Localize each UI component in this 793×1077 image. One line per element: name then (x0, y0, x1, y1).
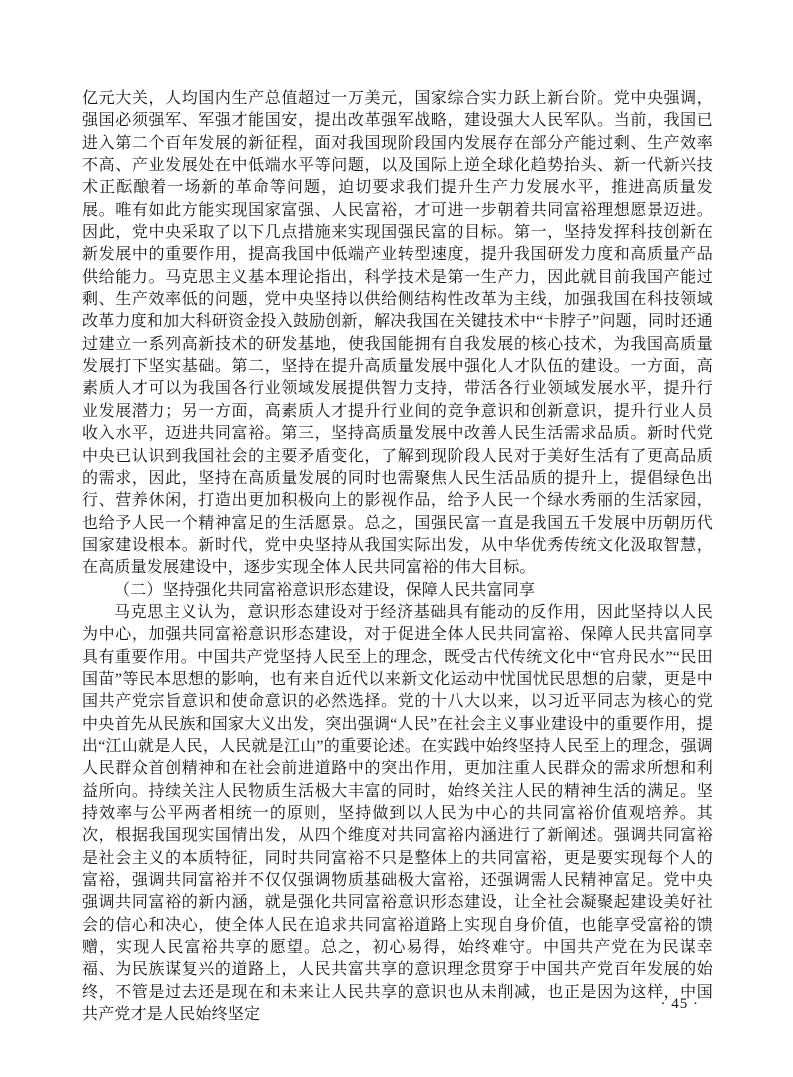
section-heading: （二）坚持强化共同富裕意识形态建设，保障人民共富同享 (114, 581, 536, 599)
paragraph-continuation: 亿元大关，人均国内生产总值超过一万美元，国家综合实力跃上新台阶。党中央强调，强国必须强军、军强才能国安，提出改革强军战略，建设强大人民军队。当前，我国已进入第二个百年发展的新征程，面对我国现阶段国内发展存在部分产能过剩、生产效率不高、产业发展处在中低端水平等问题，以及国际上逆全球化趋势抬头、新一代新兴技术正酝酿着一场新的革命等问题，迫切要求我们提升生产力发展水平，推进高质量发展。唯有如此方能实现国家富强、人民富裕，才可进一步朝着共同富裕理想愿景迈进。因此，党中央采取了以下几点措施来实现国强民富的目标。第一，坚持发挥科技创新在新发展中的重要作用，提高我国中低端产业转型速度，提升我国研发力度和高质量产品供给能力。马克思主义基本理论指出，科学技术是第一生产力，因此就目前我国产能过剩、生产效率低的问题，党中央坚持以供给侧结构性改革为主线，加强我国在科技领域改革力度和加大科研资金投入鼓励创新，解决我国在关键技术中“卡脖子”问题，同时还通过建立一系列高新技术的研发基地，使我国能拥有自我发展的核心技术，为我国高质量发展打下坚实基础。第二，坚持在提升高质量发展中强化人才队伍的建设。一方面，高素质人才可以为我国各行业领域发展提供智力支持，带活各行业领域发展水平，提升行业发展潜力；另一方面，高素质人才提升行业间的竞争意识和创新意识，提升行业人员收入水平，迈进共同富裕。第三，坚持高质量发展中改善人民生活需求品质。新时代党中央已认识到我国社会的主要矛盾变化，了解到现阶段人民对于美好生活有了更高品质的需求，因此，坚持在高质量发展的同时也需聚焦人民生活品质的提升上，提倡绿色出行、营养休闲，打造出更加积极向上的影视作品，给予人民一个绿水秀丽的生活家园，也给予人民一个精神富足的生活愿景。总之，国强民富一直是我国五千发展中历朝历代国家建设根本。新时代，党中央坚持从我国实际出发，从中华优秀传统文化汲取智慧，在高质量发展建设中，逐步实现全体人民共同富裕的伟大目标。 (82, 90, 713, 577)
paragraph-body: 马克思主义认为，意识形态建设对于经济基础具有能动的反作用，因此坚持以人民为中心，加强共同富裕意识形态建设，对于促进全体人民共同富裕、保障人民共富同享具有重要作用。中国共产党坚持人民至上的理念，既受古代传统文化中“官舟民水”“民田国苗”等民本思想的影响，也有来自近代以来新文化运动中忧国忧民思想的启蒙，更是中国共产党宗旨意识和使命意识的必然选择。党的十八大以来，以习近平同志为核心的党中央首先从民族和国家大义出发，突出强调“人民”在社会主义事业建设中的重要作用，提出“江山就是人民，人民就是江山”的重要论述。在实践中始终坚持人民至上的理念，强调人民群众首创精神和在社会前进道路中的突出作用，更加注重人民群众的需求所想和利益所向。持续关注人民物质生活极大丰富的同时，始终关注人民的精神生活的满足。坚持效率与公平两者相统一的原则，坚持做到以人民为中心的共同富裕价值观培养。其次，根据我国现实国情出发，从四个维度对共同富裕内涵进行了新阐述。强调共同富裕是社会主义的本质特征，同时共同富裕不只是整体上的共同富裕，更是要实现每个人的富裕，强调共同富裕并不仅仅强调物质基础极大富裕，还强调需人民精神富足。党中央强调共同富裕的新内涵，就是强化共同富裕意识形态建设，让全社会凝聚起建设美好社会的信心和决心，使全体人民在追求共同富裕道路上实现自身价值，也能享受富裕的馈赠，实现人民富裕共享的愿望。总之，初心易得，始终难守。中国共产党在为民谋幸福、为民族谋复兴的道路上，人民共富共享的意识理念贯穿于中国共产党百年发展的始终，不管是过去还是现在和未来让人民共享的意识也从未削减，也正是因为这样，中国共产党才是人民始终坚定 (82, 603, 713, 1024)
page-number: · 45 · (660, 996, 699, 1012)
text-block (82, 88, 713, 1026)
